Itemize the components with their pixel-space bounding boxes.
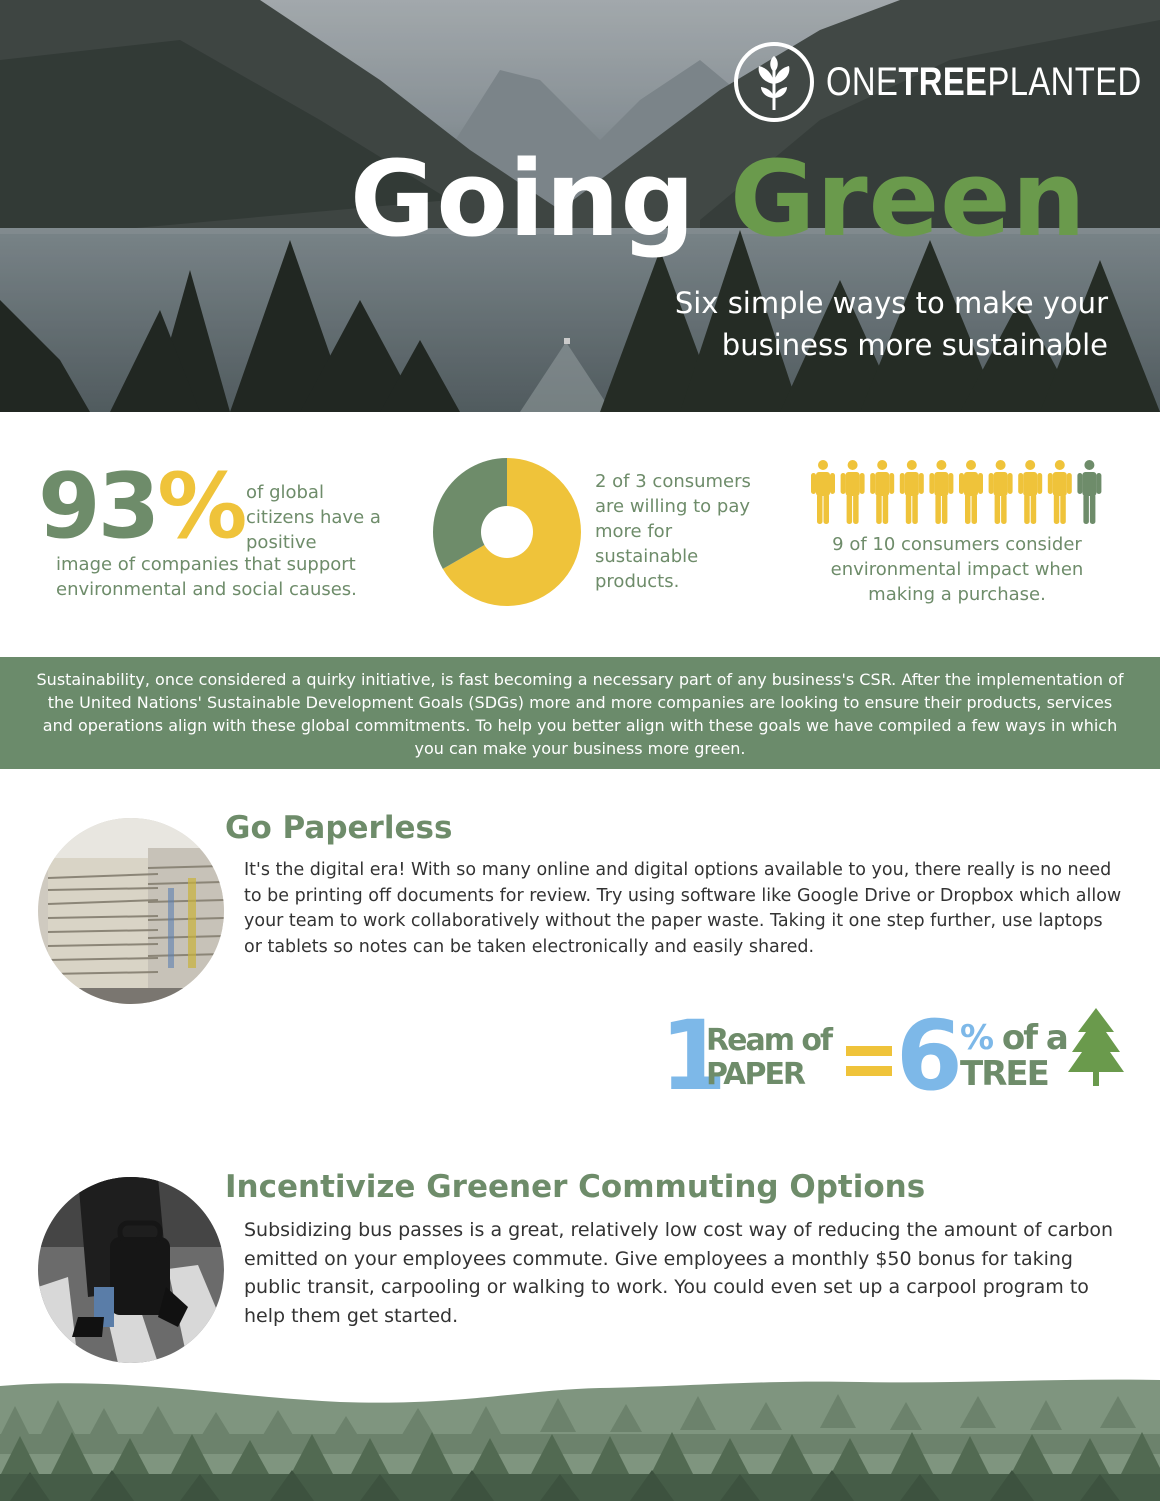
section-body-greener-commuting: Subsidizing bus passes is a great, relatively low cost way of reducing the amount of carbon emitted on your employees commute. Give employees a monthly $50 bonus for taking public transit, carpooling or walking to work. You could even set up a carpool program to help them get started. [244,1219,1114,1327]
person-icon-highlighted [1048,460,1072,524]
stat3-text: 9 of 10 consumers consider environmental impact when making a purchase. [830,534,1084,605]
equation-ream-of-paper [706,1024,831,1092]
person-icon-highlighted [870,460,894,524]
two-of-three-donut-chart [432,457,582,607]
donut-hole [481,506,533,558]
page-subtitle [548,282,1108,366]
person-icon-highlighted [900,460,924,524]
title-word-green: Green [729,138,1087,260]
equation-tree-word: TREE [960,1054,1048,1094]
section-title-greener-commuting: Incentivize Greener Commuting Options [225,1169,926,1205]
equation-of-a: of a [992,1018,1067,1058]
page-title [350,138,1087,260]
title-word-going: Going [350,138,696,260]
commuter-with-bag-photo [38,1177,224,1363]
stat-93-percent [38,454,244,559]
stat2-text: 2 of 3 consumers are willing to pay more for sustainable products. [595,471,751,592]
person-icon-highlighted [841,460,865,524]
person-icon-highlighted [1018,460,1042,524]
paper-stacks-photo [38,818,224,1004]
stat1-number: 93 [38,454,158,559]
person-icon-highlighted [959,460,983,524]
person-icon-highlighted [811,460,835,524]
equation-one: 1 [660,1000,723,1112]
stat1-bottom-text: image of companies that support environmental and social causes. [56,554,357,600]
equals-sign-icon [846,1046,892,1086]
equation-percent-sign: % [960,1018,993,1058]
stat1-percent-sign: % [157,454,245,559]
person-icon-highlighted [989,460,1013,524]
stat1-side-text: of global citizens have a positive [246,482,381,553]
intro-band: Sustainability, once considered a quirky initiative, is fast becoming a necessary part of any business's CSR. After the implementation of the United Nations' Sustainable Development Goals (SDGs) more and more companies are looking to ensure their products, services and operations align with these global commitments. To help you better align with these goals we have compiled a few ways in which you can make your business more green. [0,657,1160,769]
logo-wordmark: ONETREEPLANTED [826,59,1142,104]
equation-six: 6 [896,1000,959,1112]
nine-of-ten-people-icons [810,460,1106,526]
hero-banner [0,0,1160,412]
sprout-logo-icon [734,42,814,122]
subtitle-line-2: business more sustainable [721,328,1108,362]
subtitle-line-1: Six simple ways to make your [674,286,1108,320]
section-body-go-paperless: It's the digital era! With so many online and digital options available to you, there really is no need to be printing off documents for review. Try using software like Google Drive or Dropbox which allow your team to work collaboratively without the paper waste. Taking it one step further, use laptops or tablets so notes can be taken electronically and easily shared. [244,860,1122,957]
equation-paper: PAPER [706,1057,805,1092]
one-tree-planted-logo[interactable] [734,42,1160,122]
equation-ream-of: Ream of [706,1023,832,1058]
forest-footer-illustration [0,1376,1160,1501]
person-icon [1077,460,1101,524]
pine-tree-icon [1068,1008,1124,1088]
person-icon-highlighted [929,460,953,524]
equation-percent-of-tree [960,1020,1067,1092]
section-title-go-paperless: Go Paperless [225,810,453,846]
